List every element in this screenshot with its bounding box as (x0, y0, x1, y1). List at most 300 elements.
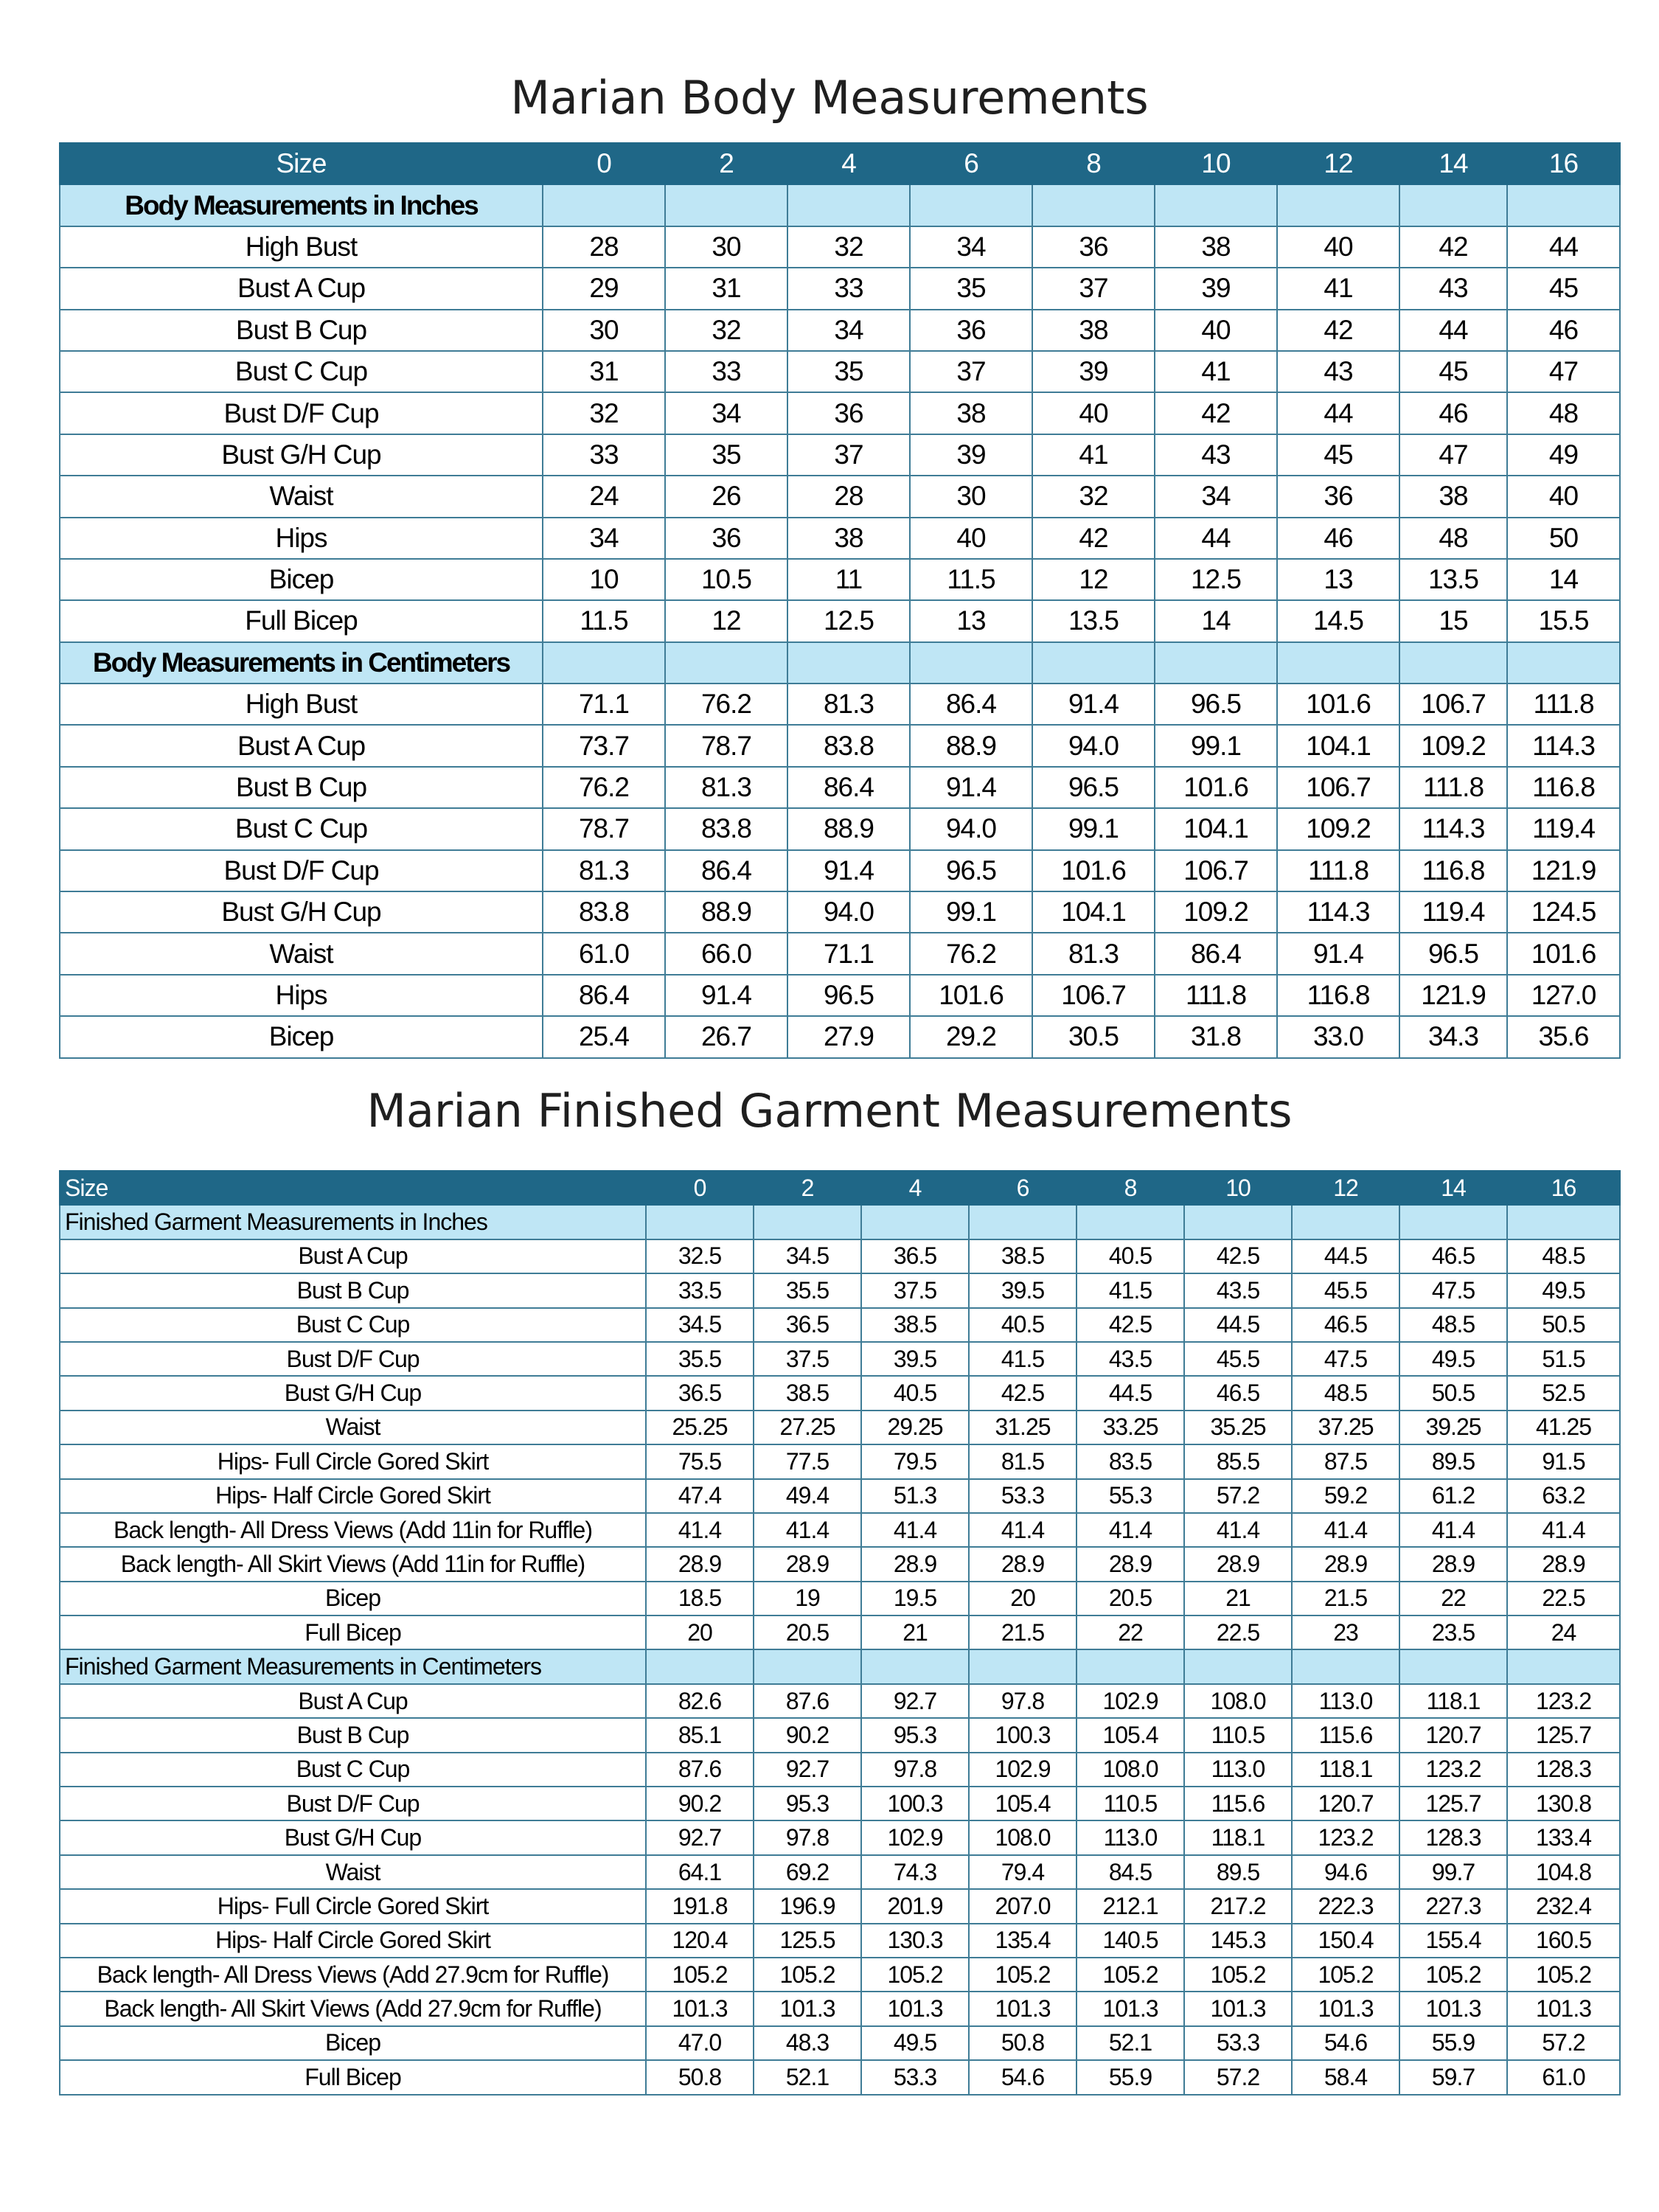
measurement-value: 101.3 (1507, 1992, 1620, 2025)
measurement-value: 25.4 (543, 1016, 665, 1057)
measurement-value: 83.8 (787, 725, 910, 766)
measurement-value: 55.3 (1077, 1479, 1184, 1513)
section-header-cell (1292, 1649, 1399, 1683)
measurement-value: 23.5 (1399, 1615, 1507, 1649)
size-header-cell: 10 (1155, 143, 1277, 184)
measurement-value: 101.3 (969, 1992, 1077, 2025)
measurement-value: 105.2 (1184, 1958, 1292, 1992)
measurement-value: 39 (1032, 351, 1155, 392)
measurement-value: 83.8 (665, 808, 787, 849)
measurement-value: 75.5 (646, 1444, 754, 1478)
measurement-value: 96.5 (787, 975, 910, 1016)
measurement-value: 76.2 (543, 767, 665, 808)
measurement-value: 22 (1399, 1582, 1507, 1615)
section-header-cell (861, 1649, 969, 1683)
measurement-value: 12 (665, 600, 787, 641)
measurement-value: 111.8 (1399, 767, 1507, 808)
measurement-value: 20.5 (754, 1615, 861, 1649)
measurement-value: 12 (1032, 559, 1155, 600)
section-header-cell (1399, 184, 1507, 226)
measurement-value: 61.0 (543, 933, 665, 974)
section-header-cell (1184, 1205, 1292, 1239)
measurement-value: 88.9 (665, 891, 787, 933)
measurement-value: 30 (910, 476, 1032, 517)
measurement-value: 86.4 (787, 767, 910, 808)
measurement-value: 91.5 (1507, 1444, 1620, 1478)
measurement-value: 14.5 (1277, 600, 1399, 641)
measurement-value: 34 (543, 518, 665, 559)
measurement-label: Bust D/F Cup (60, 392, 543, 434)
measurement-value: 48 (1399, 518, 1507, 559)
measurement-label: Hips- Half Circle Gored Skirt (60, 1924, 646, 1958)
measurement-value: 28.9 (754, 1547, 861, 1581)
measurement-value: 101.3 (754, 1992, 861, 2025)
measurement-value: 50.8 (969, 2026, 1077, 2060)
table-row (60, 1376, 1620, 1410)
measurement-value: 101.3 (861, 1992, 969, 2025)
measurement-value: 81.3 (543, 850, 665, 891)
measurement-value: 101.3 (1292, 1992, 1399, 2025)
measurement-value: 15.5 (1507, 600, 1620, 641)
measurement-value: 38 (787, 518, 910, 559)
measurement-label: Back length- All Dress Views (Add 27.9cm for Ruffle) (60, 1958, 646, 1992)
measurement-value: 34 (1155, 476, 1277, 517)
measurement-value: 222.3 (1292, 1889, 1399, 1923)
measurement-label: Hips- Half Circle Gored Skirt (60, 1479, 646, 1513)
measurement-value: 121.9 (1399, 975, 1507, 1016)
measurement-value: 69.2 (754, 1855, 861, 1889)
measurement-value: 42 (1277, 310, 1399, 351)
measurement-value: 43 (1277, 351, 1399, 392)
measurement-value: 34.5 (646, 1308, 754, 1342)
measurement-value: 86.4 (910, 684, 1032, 725)
measurement-value: 33.5 (646, 1273, 754, 1307)
measurement-value: 90.2 (754, 1718, 861, 1752)
measurement-value: 105.2 (861, 1958, 969, 1992)
measurement-value: 40.5 (1077, 1239, 1184, 1273)
section-header-cell (665, 184, 787, 226)
measurement-value: 35 (787, 351, 910, 392)
section-header-cell (1399, 642, 1507, 684)
size-header-cell: 0 (543, 143, 665, 184)
measurement-value: 32 (1032, 476, 1155, 517)
measurement-value: 38.5 (969, 1239, 1077, 1273)
measurement-value: 32 (665, 310, 787, 351)
measurement-value: 27.9 (787, 1016, 910, 1057)
measurement-value: 128.3 (1507, 1753, 1620, 1787)
measurement-value: 14 (1507, 559, 1620, 600)
table-row (60, 2026, 1620, 2060)
measurement-value: 73.7 (543, 725, 665, 766)
measurement-value: 35.5 (754, 1273, 861, 1307)
measurement-value: 50.8 (646, 2060, 754, 2094)
table-row (60, 600, 1620, 641)
measurement-value: 110.5 (1184, 1718, 1292, 1752)
section-header-cell (1399, 1649, 1507, 1683)
section-header-row (60, 642, 1620, 684)
measurement-value: 20 (646, 1615, 754, 1649)
measurement-value: 21 (1184, 1582, 1292, 1615)
table-row (60, 1753, 1620, 1787)
measurement-value: 127.0 (1507, 975, 1620, 1016)
measurement-value: 39 (1155, 268, 1277, 309)
measurement-value: 13 (910, 600, 1032, 641)
measurement-value: 125.7 (1507, 1718, 1620, 1752)
section-header-cell (1032, 184, 1155, 226)
measurement-value: 43 (1155, 434, 1277, 476)
size-header-cell: 12 (1277, 143, 1399, 184)
measurement-value: 42.5 (969, 1376, 1077, 1410)
measurement-value: 36 (665, 518, 787, 559)
measurement-value: 124.5 (1507, 891, 1620, 933)
table-row (60, 476, 1620, 517)
table-row (60, 725, 1620, 766)
garment-measurements-title: Marian Finished Garment Measurements (366, 1084, 1293, 1138)
measurement-value: 38 (1399, 476, 1507, 517)
measurement-value: 59.7 (1399, 2060, 1507, 2094)
measurement-label: Bust C Cup (60, 808, 543, 849)
table-row (60, 767, 1620, 808)
measurement-value: 88.9 (910, 725, 1032, 766)
size-header-cell: 2 (754, 1171, 861, 1205)
measurement-value: 47.0 (646, 2026, 754, 2060)
measurement-value: 34 (665, 392, 787, 434)
measurement-value: 92.7 (646, 1820, 754, 1854)
measurement-value: 33 (787, 268, 910, 309)
size-header-cell: 10 (1184, 1171, 1292, 1205)
measurement-value: 37 (910, 351, 1032, 392)
measurement-value: 41.5 (1077, 1273, 1184, 1307)
measurement-value: 14 (1155, 600, 1277, 641)
measurement-value: 101.6 (1277, 684, 1399, 725)
measurement-value: 18.5 (646, 1582, 754, 1615)
measurement-value: 207.0 (969, 1889, 1077, 1923)
measurement-value: 96.5 (910, 850, 1032, 891)
measurement-value: 42.5 (1077, 1308, 1184, 1342)
measurement-value: 31.25 (969, 1411, 1077, 1444)
measurement-value: 96.5 (1155, 684, 1277, 725)
size-header-cell: 12 (1292, 1171, 1399, 1205)
table-row (60, 684, 1620, 725)
measurement-value: 49.5 (1399, 1342, 1507, 1376)
table-row (60, 1684, 1620, 1718)
section-header-cell (1277, 184, 1399, 226)
measurement-value: 123.2 (1292, 1820, 1399, 1854)
measurement-value: 41 (1032, 434, 1155, 476)
measurement-value: 20 (969, 1582, 1077, 1615)
measurement-value: 11 (787, 559, 910, 600)
measurement-value: 99.7 (1399, 1855, 1507, 1889)
measurement-value: 55.9 (1077, 2060, 1184, 2094)
section-header-cell (646, 1649, 754, 1683)
measurement-value: 105.2 (1399, 1958, 1507, 1992)
measurement-value: 22.5 (1507, 1582, 1620, 1615)
measurement-value: 111.8 (1507, 684, 1620, 725)
table-row (60, 518, 1620, 559)
measurement-label: Bust B Cup (60, 767, 543, 808)
measurement-value: 51.3 (861, 1479, 969, 1513)
measurement-value: 28.9 (1399, 1547, 1507, 1581)
measurement-value: 12.5 (1155, 559, 1277, 600)
measurement-value: 115.6 (1292, 1718, 1399, 1752)
measurement-value: 92.7 (754, 1753, 861, 1787)
measurement-value: 41.4 (1292, 1513, 1399, 1547)
size-header-cell: 16 (1507, 1171, 1620, 1205)
measurement-value: 48.3 (754, 2026, 861, 2060)
measurement-value: 102.9 (861, 1820, 969, 1854)
measurement-value: 41 (1277, 268, 1399, 309)
size-header-cell: 14 (1399, 1171, 1507, 1205)
section-header-cell (1155, 642, 1277, 684)
measurement-value: 47.5 (1292, 1342, 1399, 1376)
measurement-value: 118.1 (1399, 1684, 1507, 1718)
measurement-value: 91.4 (787, 850, 910, 891)
measurement-label: Bust G/H Cup (60, 891, 543, 933)
measurement-value: 140.5 (1077, 1924, 1184, 1958)
measurement-value: 52.1 (1077, 2026, 1184, 2060)
measurement-value: 15 (1399, 600, 1507, 641)
measurement-value: 84.5 (1077, 1855, 1184, 1889)
measurement-value: 10 (543, 559, 665, 600)
measurement-value: 13 (1277, 559, 1399, 600)
measurement-value: 53.3 (861, 2060, 969, 2094)
size-header-label: Size (60, 143, 543, 184)
measurement-value: 79.5 (861, 1444, 969, 1478)
measurement-value: 57.2 (1184, 2060, 1292, 2094)
measurement-value: 30 (665, 226, 787, 268)
measurement-label: Bust B Cup (60, 1718, 646, 1752)
measurement-value: 38.5 (861, 1308, 969, 1342)
measurement-value: 113.0 (1184, 1753, 1292, 1787)
measurement-value: 38 (1032, 310, 1155, 351)
measurement-value: 99.1 (1032, 808, 1155, 849)
measurement-value: 52.1 (754, 2060, 861, 2094)
measurement-value: 19.5 (861, 1582, 969, 1615)
measurement-value: 109.2 (1155, 891, 1277, 933)
measurement-value: 36.5 (646, 1376, 754, 1410)
measurement-value: 34.3 (1399, 1016, 1507, 1057)
measurement-value: 21.5 (1292, 1582, 1399, 1615)
measurement-value: 95.3 (861, 1718, 969, 1752)
measurement-value: 105.2 (1077, 1958, 1184, 1992)
measurement-value: 125.5 (754, 1924, 861, 1958)
measurement-value: 37.5 (754, 1342, 861, 1376)
measurement-value: 45.5 (1292, 1273, 1399, 1307)
measurement-value: 71.1 (787, 933, 910, 974)
measurement-label: High Bust (60, 684, 543, 725)
measurement-value: 39.5 (861, 1342, 969, 1376)
measurement-value: 48.5 (1507, 1239, 1620, 1273)
measurement-value: 105.2 (1292, 1958, 1399, 1992)
measurement-value: 88.9 (787, 808, 910, 849)
measurement-value: 36.5 (754, 1308, 861, 1342)
measurement-value: 78.7 (543, 808, 665, 849)
measurement-value: 38.5 (754, 1376, 861, 1410)
table-row (60, 1958, 1620, 1992)
measurement-value: 29 (543, 268, 665, 309)
measurement-value: 123.2 (1507, 1684, 1620, 1718)
measurement-value: 33 (665, 351, 787, 392)
measurement-value: 94.0 (910, 808, 1032, 849)
measurement-value: 35 (910, 268, 1032, 309)
measurement-value: 48.5 (1399, 1308, 1507, 1342)
section-header-cell (1277, 642, 1399, 684)
measurement-value: 45 (1277, 434, 1399, 476)
section-header-row (60, 184, 1620, 226)
measurement-value: 232.4 (1507, 1889, 1620, 1923)
table-row (60, 1547, 1620, 1581)
measurement-value: 41.5 (969, 1342, 1077, 1376)
section-header-cell (754, 1649, 861, 1683)
measurement-value: 30.5 (1032, 1016, 1155, 1057)
measurement-value: 48.5 (1292, 1376, 1399, 1410)
measurement-value: 105.2 (754, 1958, 861, 1992)
measurement-value: 49.5 (861, 2026, 969, 2060)
measurement-value: 106.7 (1032, 975, 1155, 1016)
measurement-value: 108.0 (969, 1820, 1077, 1854)
size-header-cell: 0 (646, 1171, 754, 1205)
measurement-value: 101.3 (1077, 1992, 1184, 2025)
size-header-label: Size (60, 1171, 646, 1205)
measurement-value: 44 (1155, 518, 1277, 559)
measurement-value: 111.8 (1277, 850, 1399, 891)
measurement-value: 41.4 (1507, 1513, 1620, 1547)
measurement-value: 95.3 (754, 1787, 861, 1820)
measurement-value: 35.25 (1184, 1411, 1292, 1444)
measurement-value: 49.4 (754, 1479, 861, 1513)
measurement-value: 26.7 (665, 1016, 787, 1057)
measurement-label: Back length- All Skirt Views (Add 11in for Ruffle) (60, 1547, 646, 1581)
measurement-value: 212.1 (1077, 1889, 1184, 1923)
measurement-value: 32.5 (646, 1239, 754, 1273)
measurement-value: 33.25 (1077, 1411, 1184, 1444)
table-row (60, 2060, 1620, 2094)
measurement-label: Bust B Cup (60, 310, 543, 351)
table-row (60, 1016, 1620, 1057)
section-header-cell (1155, 184, 1277, 226)
measurement-value: 28.9 (1184, 1547, 1292, 1581)
measurement-value: 32 (543, 392, 665, 434)
measurement-value: 27.25 (754, 1411, 861, 1444)
measurement-value: 47.4 (646, 1479, 754, 1513)
measurement-value: 35.6 (1507, 1016, 1620, 1057)
measurement-value: 108.0 (1184, 1684, 1292, 1718)
section-header-cell (1184, 1649, 1292, 1683)
measurement-value: 13.5 (1399, 559, 1507, 600)
table-row (60, 891, 1620, 933)
measurement-label: Hips- Full Circle Gored Skirt (60, 1444, 646, 1478)
measurement-value: 37 (1032, 268, 1155, 309)
section-header-cell (665, 642, 787, 684)
measurement-value: 54.6 (969, 2060, 1077, 2094)
section-header-cell (646, 1205, 754, 1239)
measurement-label: Bust A Cup (60, 1684, 646, 1718)
measurement-value: 44.5 (1184, 1308, 1292, 1342)
section-header-cell (1077, 1205, 1184, 1239)
table-row (60, 226, 1620, 268)
measurement-label: Waist (60, 1855, 646, 1889)
measurement-value: 45.5 (1184, 1342, 1292, 1376)
measurement-value: 114.3 (1399, 808, 1507, 849)
measurement-value: 83.5 (1077, 1444, 1184, 1478)
section-header-cell (787, 184, 910, 226)
measurement-value: 53.3 (1184, 2026, 1292, 2060)
measurement-value: 36.5 (861, 1239, 969, 1273)
measurement-value: 37.5 (861, 1273, 969, 1307)
measurement-value: 106.7 (1155, 850, 1277, 891)
measurement-value: 86.4 (543, 975, 665, 1016)
measurement-value: 31.8 (1155, 1016, 1277, 1057)
measurement-value: 40 (1155, 310, 1277, 351)
table-row (60, 310, 1620, 351)
table-row (60, 933, 1620, 974)
measurement-value: 20.5 (1077, 1582, 1184, 1615)
measurement-value: 47.5 (1399, 1273, 1507, 1307)
measurement-value: 23 (1292, 1615, 1399, 1649)
measurement-value: 46.5 (1184, 1376, 1292, 1410)
measurement-value: 116.8 (1507, 767, 1620, 808)
measurement-value: 41.4 (1399, 1513, 1507, 1547)
measurement-value: 63.2 (1507, 1479, 1620, 1513)
measurement-value: 130.3 (861, 1924, 969, 1958)
measurement-value: 81.3 (665, 767, 787, 808)
measurement-value: 120.4 (646, 1924, 754, 1958)
measurement-value: 105.4 (969, 1787, 1077, 1820)
measurement-value: 46 (1507, 310, 1620, 351)
measurement-value: 106.7 (1277, 767, 1399, 808)
measurement-label: Full Bicep (60, 600, 543, 641)
measurement-value: 57.2 (1184, 1479, 1292, 1513)
table-row (60, 1411, 1620, 1444)
measurement-value: 22.5 (1184, 1615, 1292, 1649)
measurement-value: 41.4 (646, 1513, 754, 1547)
measurement-value: 35.5 (646, 1342, 754, 1376)
measurement-value: 97.8 (861, 1753, 969, 1787)
measurement-value: 13.5 (1032, 600, 1155, 641)
measurement-value: 28.9 (969, 1547, 1077, 1581)
size-header-row (60, 143, 1620, 184)
measurement-value: 66.0 (665, 933, 787, 974)
measurement-label: Full Bicep (60, 1615, 646, 1649)
measurement-value: 87.5 (1292, 1444, 1399, 1478)
measurement-value: 46.5 (1292, 1308, 1399, 1342)
measurement-value: 28.9 (1292, 1547, 1399, 1581)
measurement-value: 119.4 (1507, 808, 1620, 849)
measurement-value: 37.25 (1292, 1411, 1399, 1444)
size-header-cell: 4 (787, 143, 910, 184)
measurement-value: 39.25 (1399, 1411, 1507, 1444)
measurement-value: 106.7 (1399, 684, 1507, 725)
measurement-value: 51.5 (1507, 1342, 1620, 1376)
measurement-value: 135.4 (969, 1924, 1077, 1958)
measurement-value: 101.3 (646, 1992, 754, 2025)
section-header-cell (969, 1205, 1077, 1239)
size-header-cell: 4 (861, 1171, 969, 1205)
table-row (60, 1615, 1620, 1649)
measurement-value: 96.5 (1399, 933, 1507, 974)
measurement-value: 145.3 (1184, 1924, 1292, 1958)
section-header-cell (1507, 1205, 1620, 1239)
measurement-value: 82.6 (646, 1684, 754, 1718)
measurement-value: 12.5 (787, 600, 910, 641)
measurement-value: 28.9 (646, 1547, 754, 1581)
measurement-value: 94.0 (787, 891, 910, 933)
measurement-value: 118.1 (1292, 1753, 1399, 1787)
measurement-value: 125.7 (1399, 1787, 1507, 1820)
table-row (60, 850, 1620, 891)
measurement-value: 155.4 (1399, 1924, 1507, 1958)
measurement-value: 50.5 (1507, 1308, 1620, 1342)
